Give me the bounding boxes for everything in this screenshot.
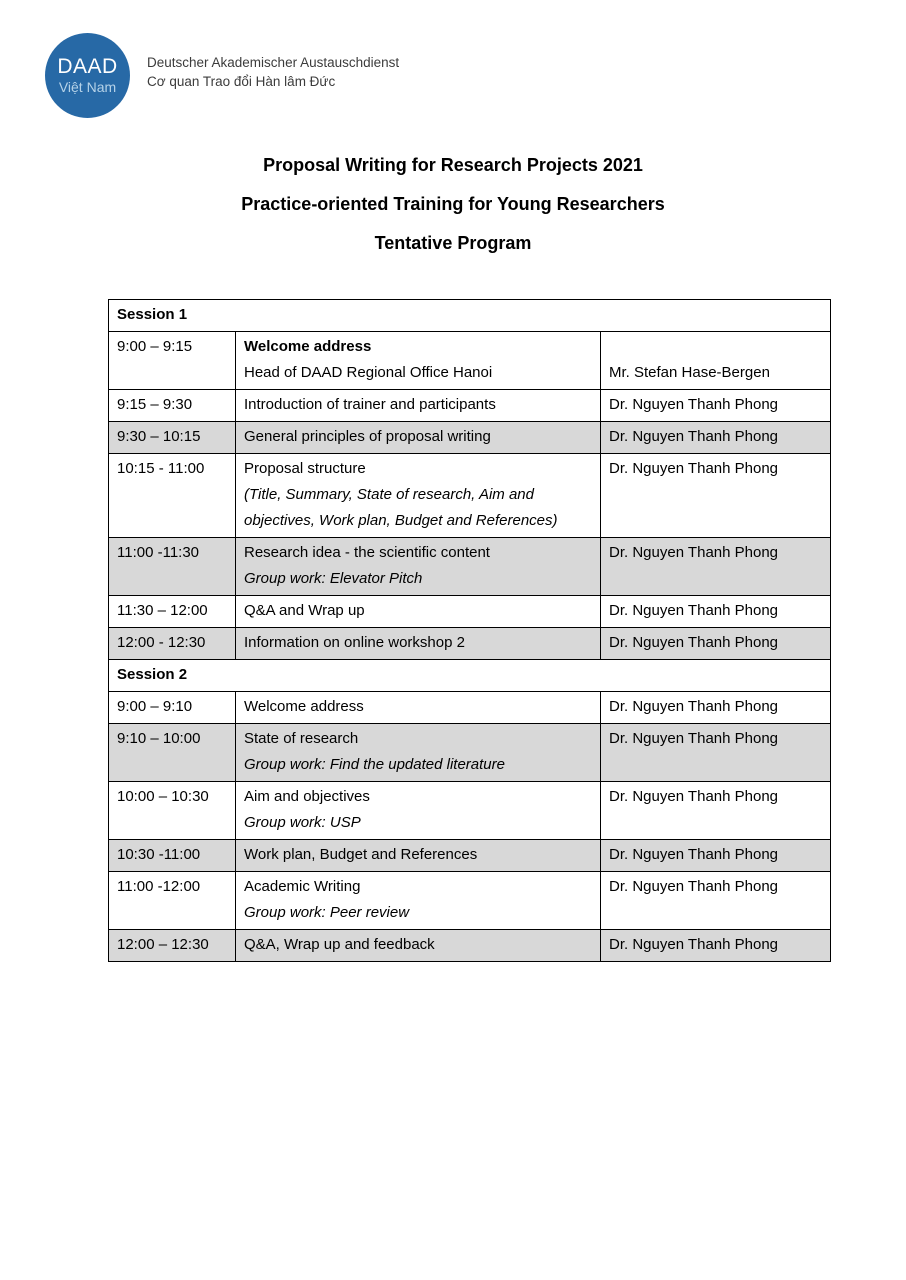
topic-cell [236,628,601,660]
time-cell: 9:15 – 9:30 [109,390,236,422]
table-row [109,332,831,390]
time-cell: 9:00 – 9:10 [109,692,236,724]
organization-name [147,33,399,91]
topic-line: Academic Writing [244,878,361,895]
topic-line: Q&A, Wrap up and feedback [244,936,435,953]
daad-logo-subtext: Việt Nam [58,78,117,95]
document-title-line-1: Proposal Writing for Research Projects 2021 [263,155,643,175]
topic-cell [236,390,601,422]
topic-cell [236,930,601,962]
topic-line: Introduction of trainer and participants [244,396,496,413]
table-row [109,454,831,538]
daad-logo [45,33,399,118]
organization-name-german: Deutscher Akademischer Austauschdienst [147,55,400,70]
speaker-cell: Dr. Nguyen Thanh Phong [601,782,831,840]
time-cell: 11:30 – 12:00 [109,596,236,628]
table-row [109,724,831,782]
speaker-cell: Dr. Nguyen Thanh Phong [601,422,831,454]
speaker-cell: Dr. Nguyen Thanh Phong [601,628,831,660]
program-table-body [109,300,831,962]
topic-line: Head of DAAD Regional Office Hanoi [244,364,493,381]
daad-logo-circle [45,33,130,118]
time-cell: 9:10 – 10:00 [109,724,236,782]
speaker-cell: Dr. Nguyen Thanh Phong [601,596,831,628]
topic-cell [236,596,601,628]
topic-cell [236,840,601,872]
table-row [109,930,831,962]
topic-line: Welcome address [244,698,364,715]
topic-line: Research idea - the scientific content [244,544,490,561]
topic-line: Group work: Elevator Pitch [244,570,423,587]
table-row [109,628,831,660]
table-row [109,538,831,596]
topic-line: Q&A and Wrap up [244,602,365,619]
speaker-cell: Dr. Nguyen Thanh Phong [601,840,831,872]
speaker-cell: Dr. Nguyen Thanh Phong [601,454,831,538]
topic-line: (Title, Summary, State of research, Aim and objectives, Work plan, Budget and References) [244,486,558,529]
topic-line: Group work: Peer review [244,904,410,921]
topic-line: State of research [244,730,359,747]
speaker-cell: Dr. Nguyen Thanh Phong [601,538,831,596]
table-row [109,872,831,930]
session-header-row [109,660,831,692]
topic-line: Welcome address [244,338,372,355]
time-cell: 10:30 -11:00 [109,840,236,872]
topic-cell [236,538,601,596]
table-row [109,782,831,840]
speaker-cell: Dr. Nguyen Thanh Phong [601,724,831,782]
topic-cell [236,454,601,538]
topic-line: General principles of proposal writing [244,428,491,445]
topic-line: Group work: Find the updated literature [244,756,505,773]
time-cell: 9:00 – 9:15 [109,332,236,390]
time-cell: 10:15 - 11:00 [109,454,236,538]
document-title-line-2: Practice-oriented Training for Young Researchers [241,194,665,214]
topic-cell [236,724,601,782]
organization-name-vietnamese: Cơ quan Trao đổi Hàn lâm Đức [147,74,336,89]
time-cell: 11:00 -12:00 [109,872,236,930]
session-header-row [109,300,831,332]
daad-logo-text: DAAD [57,54,118,78]
time-cell: 9:30 – 10:15 [109,422,236,454]
topic-cell [236,332,601,390]
table-row [109,692,831,724]
topic-cell [236,782,601,840]
topic-line: Information on online workshop 2 [244,634,465,651]
session-title: Session 2 [109,660,831,692]
topic-cell [236,422,601,454]
topic-line: Group work: USP [244,814,361,831]
time-cell: 12:00 - 12:30 [109,628,236,660]
topic-line: Aim and objectives [244,788,370,805]
table-row [109,390,831,422]
document-title-line-3: Tentative Program [374,233,532,253]
table-row [109,596,831,628]
table-row [109,422,831,454]
topic-cell [236,872,601,930]
document-title-block [0,146,906,263]
speaker-cell: Dr. Nguyen Thanh Phong [601,390,831,422]
speaker-cell: Dr. Nguyen Thanh Phong [601,930,831,962]
session-title: Session 1 [109,300,831,332]
speaker-cell: Mr. Stefan Hase-Bergen [601,332,831,390]
program-table [108,299,831,962]
speaker-cell: Dr. Nguyen Thanh Phong [601,872,831,930]
topic-cell [236,692,601,724]
topic-line: Proposal structure [244,460,366,477]
time-cell: 12:00 – 12:30 [109,930,236,962]
time-cell: 11:00 -11:30 [109,538,236,596]
time-cell: 10:00 – 10:30 [109,782,236,840]
speaker-cell: Dr. Nguyen Thanh Phong [601,692,831,724]
topic-line: Work plan, Budget and References [244,846,478,863]
table-row [109,840,831,872]
